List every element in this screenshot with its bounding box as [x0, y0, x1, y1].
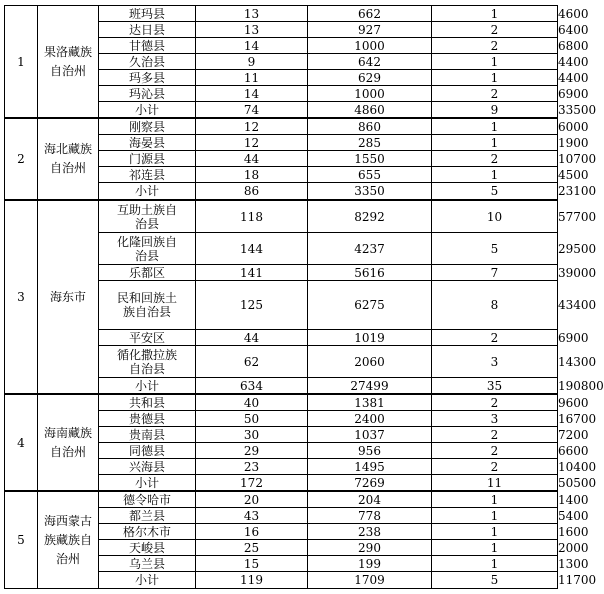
value-col-1: 118: [196, 200, 308, 233]
value-col-1: 25: [196, 540, 308, 556]
table-row: 化隆回族自 治县 144 4237 5 29500: [5, 233, 558, 265]
value-col-1: 13: [196, 22, 308, 38]
value-col-3: 1: [432, 135, 558, 151]
subtotal-row: 小计 74 4860 9 33500: [5, 102, 558, 119]
table-row: 民和回族土 族自治县 125 6275 8 43400: [5, 281, 558, 330]
value-col-2: 285: [308, 135, 432, 151]
value-col-3: 35: [432, 378, 558, 395]
value-col-2: 927: [308, 22, 432, 38]
table-row: 久治县 9 642 1 4400: [5, 54, 558, 70]
value-col-2: 7269: [308, 475, 432, 492]
county-name: 化隆回族自 治县: [99, 233, 196, 265]
table-row: 门源县 44 1550 2 10700: [5, 151, 558, 167]
region-name: 果洛藏族 自治州: [38, 6, 99, 119]
table-row: 玛沁县 14 1000 2 6900: [5, 86, 558, 102]
table-row: 5 海西蒙古 族藏族自 治州 德令哈市 20 204 1 1400: [5, 491, 558, 508]
subtotal-label: 小计: [99, 102, 196, 119]
value-col-2: 2400: [308, 411, 432, 427]
value-col-3: 2: [432, 459, 558, 475]
value-col-2: 199: [308, 556, 432, 572]
value-col-1: 14: [196, 86, 308, 102]
county-name: 贵南县: [99, 427, 196, 443]
value-col-1: 144: [196, 233, 308, 265]
subtotal-label: 小计: [99, 572, 196, 589]
county-name: 祁连县: [99, 167, 196, 183]
value-col-3: 1: [432, 524, 558, 540]
value-col-2: 860: [308, 118, 432, 135]
value-col-3: 5: [432, 183, 558, 201]
value-col-1: 29: [196, 443, 308, 459]
value-col-2: 3350: [308, 183, 432, 201]
subtotal-label: 小计: [99, 183, 196, 201]
county-name: 共和县: [99, 394, 196, 411]
value-col-2: 662: [308, 6, 432, 22]
table-row: 甘德县 14 1000 2 6800: [5, 38, 558, 54]
county-name: 乐都区: [99, 265, 196, 281]
county-name: 贵德县: [99, 411, 196, 427]
value-col-3: 3: [432, 411, 558, 427]
value-col-3: 9: [432, 102, 558, 119]
county-statistics-table: [4, 5, 604, 589]
value-col-1: 44: [196, 330, 308, 346]
value-col-3: 2: [432, 151, 558, 167]
value-col-1: 12: [196, 135, 308, 151]
value-col-2: 290: [308, 540, 432, 556]
value-col-2: 1550: [308, 151, 432, 167]
county-name: 格尔木市: [99, 524, 196, 540]
value-col-1: 40: [196, 394, 308, 411]
value-col-2: 6275: [308, 281, 432, 330]
value-col-1: 74: [196, 102, 308, 119]
value-col-3: 5: [432, 233, 558, 265]
value-col-3: 2: [432, 22, 558, 38]
table-row: 贵南县 30 1037 2 7200: [5, 427, 558, 443]
table-row: 平安区 44 1019 2 6900: [5, 330, 558, 346]
county-name: 民和回族土 族自治县: [99, 281, 196, 330]
table-row: 达日县 13 927 2 6400: [5, 22, 558, 38]
value-col-3: 2: [432, 443, 558, 459]
group-number: 2: [5, 118, 38, 200]
group-number: 1: [5, 6, 38, 119]
value-col-1: 50: [196, 411, 308, 427]
table-row: 都兰县 43 778 1 5400: [5, 508, 558, 524]
county-name: 玛多县: [99, 70, 196, 86]
value-col-2: 5616: [308, 265, 432, 281]
county-name: 天峻县: [99, 540, 196, 556]
county-name: 甘德县: [99, 38, 196, 54]
value-col-1: 141: [196, 265, 308, 281]
subtotal-row: 小计 634 27499 35 190800: [5, 378, 558, 395]
table-row: 贵德县 50 2400 3 16700: [5, 411, 558, 427]
county-name: 循化撒拉族 自治县: [99, 346, 196, 378]
value-col-3: 1: [432, 118, 558, 135]
table-row: 3 海东市 互助土族自 治县 118 8292 10 57700: [5, 200, 558, 233]
value-col-2: 204: [308, 491, 432, 508]
table-row: 祁连县 18 655 1 4500: [5, 167, 558, 183]
value-col-1: 119: [196, 572, 308, 589]
table-row: 天峻县 25 290 1 2000: [5, 540, 558, 556]
region-name: 海北藏族 自治州: [38, 118, 99, 200]
value-col-1: 18: [196, 167, 308, 183]
subtotal-row: 小计 86 3350 5 23100: [5, 183, 558, 201]
value-col-1: 86: [196, 183, 308, 201]
value-col-2: 629: [308, 70, 432, 86]
value-col-1: 13: [196, 6, 308, 22]
table-row: 兴海县 23 1495 2 10400: [5, 459, 558, 475]
value-col-3: 2: [432, 86, 558, 102]
value-col-1: 125: [196, 281, 308, 330]
value-col-2: 238: [308, 524, 432, 540]
value-col-1: 634: [196, 378, 308, 395]
county-name: 班玛县: [99, 6, 196, 22]
table-row: 1 果洛藏族 自治州 班玛县 13 662 1 4600: [5, 6, 558, 22]
table-body: [5, 6, 604, 589]
county-name: 久治县: [99, 54, 196, 70]
value-col-2: 655: [308, 167, 432, 183]
county-name: 海晏县: [99, 135, 196, 151]
table-row: 乐都区 141 5616 7 39000: [5, 265, 558, 281]
group-number: 3: [5, 200, 38, 394]
region-name: 海东市: [38, 200, 99, 394]
value-col-2: 2060: [308, 346, 432, 378]
value-col-3: 1: [432, 508, 558, 524]
value-col-2: 1037: [308, 427, 432, 443]
table-row: 玛多县 11 629 1 4400: [5, 70, 558, 86]
value-col-2: 1381: [308, 394, 432, 411]
table-row: 乌兰县 15 199 1 1300: [5, 556, 558, 572]
value-col-1: 11: [196, 70, 308, 86]
value-col-2: 956: [308, 443, 432, 459]
subtotal-row: 小计 172 7269 11 50500: [5, 475, 558, 492]
subtotal-label: 小计: [99, 378, 196, 395]
table-row: 2 海北藏族 自治州 刚察县 12 860 1 6000: [5, 118, 558, 135]
value-col-3: 5: [432, 572, 558, 589]
region-name: 海南藏族 自治州: [38, 394, 99, 491]
value-col-2: 27499: [308, 378, 432, 395]
county-name: 兴海县: [99, 459, 196, 475]
statistics-table-container: [4, 5, 604, 589]
subtotal-label: 小计: [99, 475, 196, 492]
table-row: 循化撒拉族 自治县 62 2060 3 14300: [5, 346, 558, 378]
subtotal-row: 小计 119 1709 5 11700: [5, 572, 558, 589]
value-col-3: 1: [432, 167, 558, 183]
value-col-2: 1019: [308, 330, 432, 346]
value-col-3: 8: [432, 281, 558, 330]
value-col-2: 8292: [308, 200, 432, 233]
value-col-1: 62: [196, 346, 308, 378]
value-col-3: 1: [432, 54, 558, 70]
value-col-3: 2: [432, 427, 558, 443]
value-col-3: 10: [432, 200, 558, 233]
value-col-2: 1709: [308, 572, 432, 589]
value-col-2: 1000: [308, 38, 432, 54]
county-name: 都兰县: [99, 508, 196, 524]
table-row: 海晏县 12 285 1 1900: [5, 135, 558, 151]
group-number: 5: [5, 491, 38, 589]
value-col-1: 20: [196, 491, 308, 508]
value-col-2: 1000: [308, 86, 432, 102]
group-number: 4: [5, 394, 38, 491]
value-col-3: 1: [432, 556, 558, 572]
value-col-3: 3: [432, 346, 558, 378]
table-row: 同德县 29 956 2 6600: [5, 443, 558, 459]
value-col-3: 2: [432, 330, 558, 346]
value-col-3: 1: [432, 540, 558, 556]
county-name: 门源县: [99, 151, 196, 167]
value-col-2: 642: [308, 54, 432, 70]
county-name: 达日县: [99, 22, 196, 38]
county-name: 刚察县: [99, 118, 196, 135]
county-name: 同德县: [99, 443, 196, 459]
value-col-1: 12: [196, 118, 308, 135]
county-name: 平安区: [99, 330, 196, 346]
region-name: 海西蒙古 族藏族自 治州: [38, 491, 99, 589]
value-col-1: 14: [196, 38, 308, 54]
table-row: 格尔木市 16 238 1 1600: [5, 524, 558, 540]
value-col-1: 23: [196, 459, 308, 475]
value-col-3: 11: [432, 475, 558, 492]
county-name: 德令哈市: [99, 491, 196, 508]
value-col-3: 1: [432, 491, 558, 508]
value-col-2: 4237: [308, 233, 432, 265]
value-col-3: 2: [432, 38, 558, 54]
county-name: 玛沁县: [99, 86, 196, 102]
value-col-1: 30: [196, 427, 308, 443]
county-name: 互助土族自 治县: [99, 200, 196, 233]
value-col-3: 2: [432, 394, 558, 411]
table-row: 4 海南藏族 自治州 共和县 40 1381 2 9600: [5, 394, 558, 411]
value-col-1: 9: [196, 54, 308, 70]
value-col-1: 15: [196, 556, 308, 572]
value-col-3: 1: [432, 70, 558, 86]
value-col-1: 172: [196, 475, 308, 492]
value-col-1: 44: [196, 151, 308, 167]
value-col-3: 1: [432, 6, 558, 22]
value-col-2: 1495: [308, 459, 432, 475]
county-name: 乌兰县: [99, 556, 196, 572]
value-col-2: 4860: [308, 102, 432, 119]
value-col-1: 43: [196, 508, 308, 524]
value-col-2: 778: [308, 508, 432, 524]
value-col-3: 7: [432, 265, 558, 281]
value-col-1: 16: [196, 524, 308, 540]
